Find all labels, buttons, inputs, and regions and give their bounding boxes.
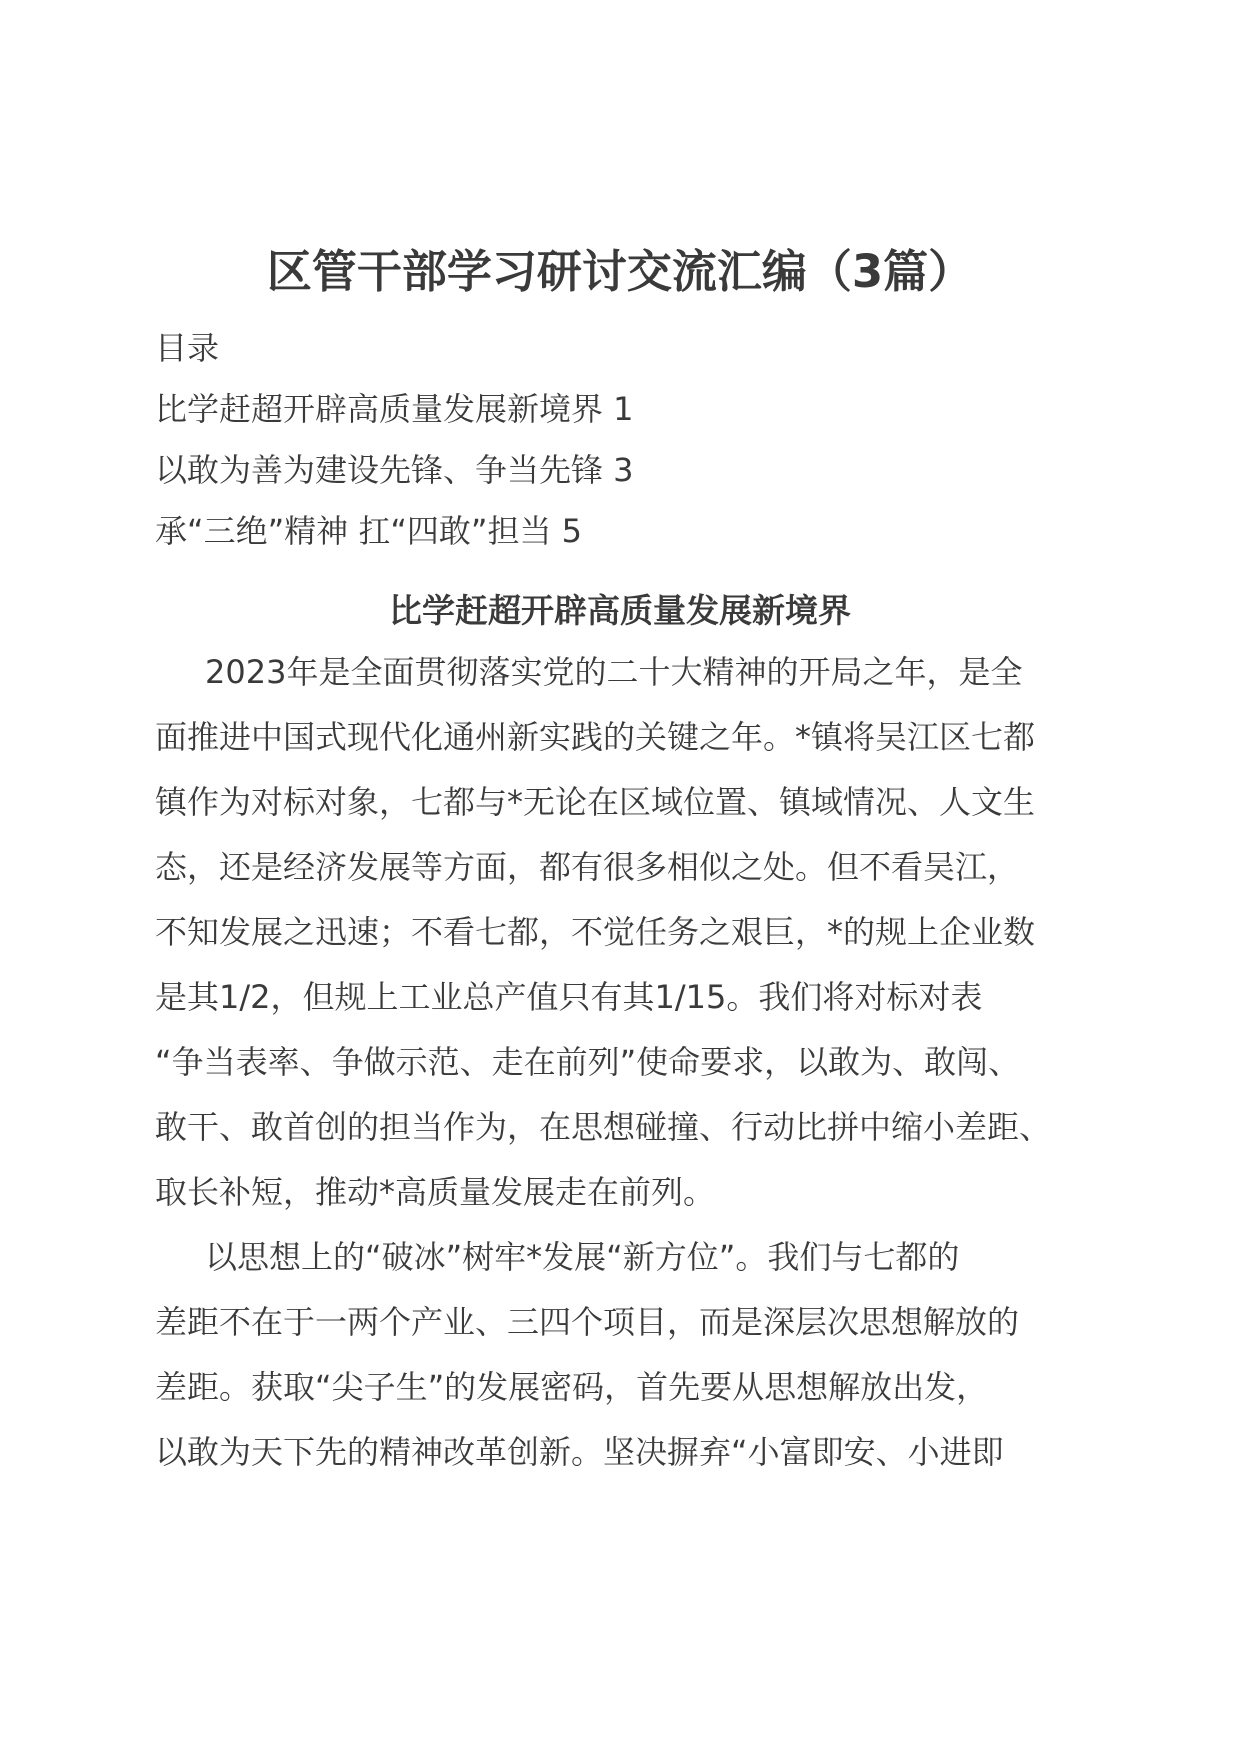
paragraph-line: 态，还是经济发展等方面，都有很多相似之处。但不看吴江， <box>155 848 1020 886</box>
paragraph-1 <box>155 640 1085 1225</box>
document-title: 区管干部学习研讨交流汇编（3篇） <box>266 245 974 298</box>
paragraph-line: 差距不在于一两个产业、三四个项目，而是深层次思想解放的 <box>155 1303 1020 1341</box>
toc-heading: 目录 <box>155 329 220 367</box>
toc-item-1: 比学赶超开辟高质量发展新境界 1 <box>155 390 634 428</box>
paragraph-line: 取长补短，推动*高质量发展走在前列。 <box>155 1173 716 1211</box>
paragraph-line: 以敢为天下先的精神改革创新。坚决摒弃“小富即安、小进即 <box>155 1433 1004 1471</box>
toc-item-3: 承“三绝”精神 扛“四敢”担当 5 <box>155 512 583 550</box>
paragraph-line: 差距。获取“尖子生”的发展密码，首先要从思想解放出发， <box>155 1368 989 1406</box>
paragraph-line: 不知发展之迅速；不看七都，不觉任务之艰巨，*的规上企业数 <box>155 913 1036 951</box>
toc-item-2: 以敢为善为建设先锋、争当先锋 3 <box>155 451 634 489</box>
paragraph-line: 敢干、敢首创的担当作为，在思想碰撞、行动比拼中缩小差距、 <box>155 1108 1052 1146</box>
paragraph-line: 以思想上的“破冰”树牢*发展“新方位”。我们与七都的 <box>205 1238 960 1276</box>
paragraph-line: 镇作为对标对象，七都与*无论在区域位置、镇域情况、人文生 <box>155 783 1036 821</box>
paragraph-line: 2023年是全面贯彻落实党的二十大精神的开局之年，是全 <box>205 653 1023 691</box>
paragraph-2 <box>155 1225 1085 1485</box>
paragraph-line: “争当表率、争做示范、走在前列”使命要求，以敢为、敢闯、 <box>155 1043 1021 1081</box>
section-title: 比学赶超开辟高质量发展新境界 <box>389 591 851 630</box>
paragraph-line: 是其1/2，但规上工业总产值只有其1/15。我们将对标对表 <box>155 978 983 1016</box>
paragraph-line: 面推进中国式现代化通州新实践的关键之年。*镇将吴江区七都 <box>155 718 1036 756</box>
